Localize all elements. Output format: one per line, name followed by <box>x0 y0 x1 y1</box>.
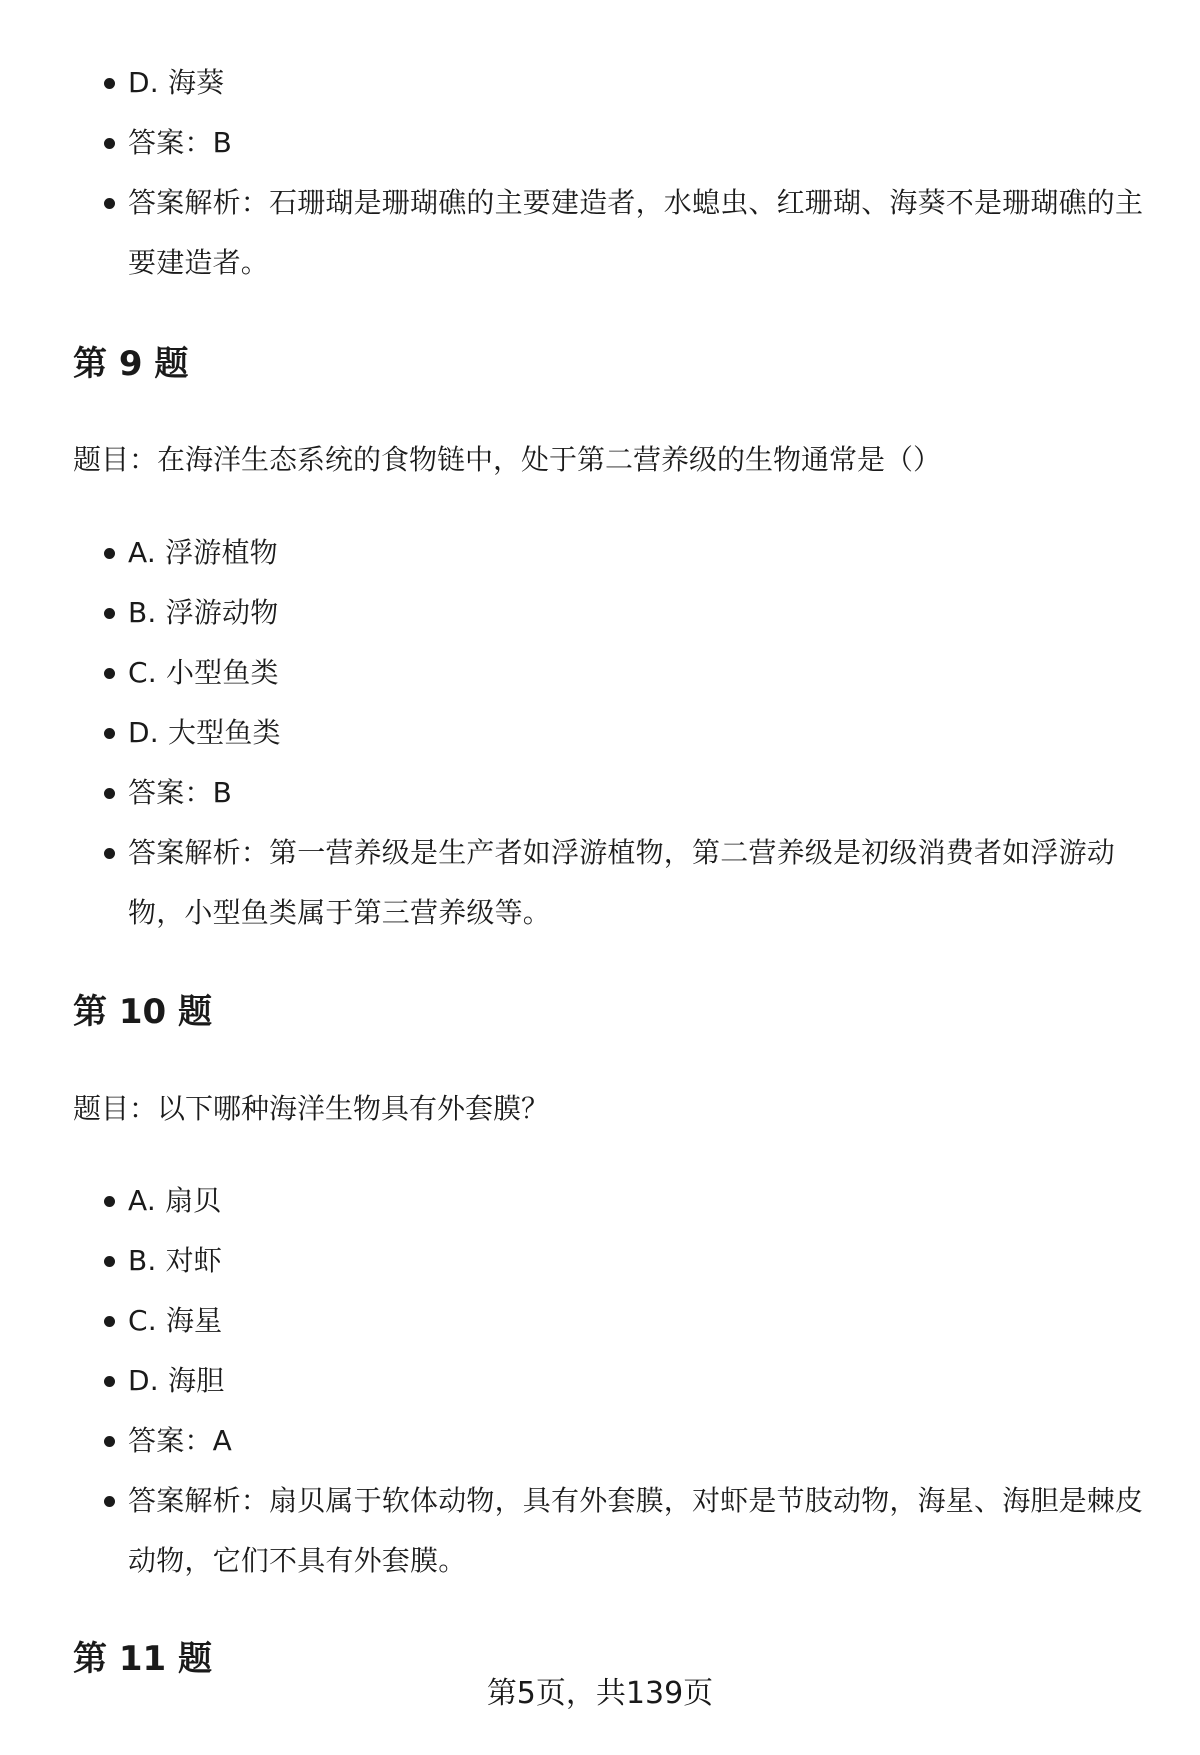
bullet-icon <box>104 728 115 739</box>
bullet-icon <box>104 548 115 559</box>
list-item <box>128 583 1148 643</box>
list-item <box>128 1411 1148 1471</box>
question-heading-11: 第 11 题 <box>73 1639 212 1679</box>
option-a: A. 浮游植物 <box>128 536 278 569</box>
bullet-icon <box>104 138 115 149</box>
option-d: D. 海葵 <box>128 66 225 99</box>
answer-explanation: 答案解析：石珊瑚是珊瑚礁的主要建造者，水螅虫、红珊瑚、海葵不是珊瑚礁的主要建造者。 <box>128 186 1144 279</box>
bullet-icon <box>104 608 115 619</box>
option-b: B. 浮游动物 <box>128 596 279 629</box>
page-number: 第5页，共139页 <box>486 1676 714 1711</box>
list-item <box>128 53 1148 113</box>
list-item <box>128 1471 1148 1591</box>
bullet-icon <box>104 788 115 799</box>
list-item <box>128 703 1148 763</box>
bullet-icon <box>104 1196 115 1207</box>
bullet-icon <box>104 198 115 209</box>
list-item <box>128 113 1148 173</box>
list-item <box>128 1291 1148 1351</box>
option-b: B. 对虾 <box>128 1244 223 1277</box>
answer: 答案：B <box>128 126 233 159</box>
bullet-icon <box>104 78 115 89</box>
question-text-9: 题目：在海洋生态系统的食物链中，处于第二营养级的生物通常是（） <box>73 443 942 476</box>
answer-explanation: 答案解析：第一营养级是生产者如浮游植物，第二营养级是初级消费者如浮游动物，小型鱼类属于第三营养级等。 <box>128 836 1116 929</box>
bullet-icon <box>104 1376 115 1387</box>
answer-explanation: 答案解析：扇贝属于软体动物，具有外套膜，对虾是节肢动物，海星、海胆是棘皮动物，它们不具有外套膜。 <box>128 1484 1144 1577</box>
bullet-icon <box>104 1436 115 1447</box>
option-a: A. 扇贝 <box>128 1184 222 1217</box>
list-item <box>128 1171 1148 1231</box>
option-d: D. 海胆 <box>128 1364 225 1397</box>
question-heading-9: 第 9 题 <box>73 344 189 384</box>
question-text-10: 题目：以下哪种海洋生物具有外套膜？ <box>73 1092 550 1125</box>
answer: 答案：A <box>128 1424 232 1457</box>
bullet-icon <box>104 848 115 859</box>
bullet-icon <box>104 668 115 679</box>
list-item <box>128 523 1148 583</box>
list-item <box>128 763 1148 823</box>
question-heading-10: 第 10 题 <box>73 992 212 1032</box>
answer: 答案：B <box>128 776 233 809</box>
list-item <box>128 173 1148 293</box>
list-item <box>128 643 1148 703</box>
list-item <box>128 1231 1148 1291</box>
option-c: C. 海星 <box>128 1304 223 1337</box>
bullet-icon <box>104 1496 115 1507</box>
bullet-icon <box>104 1316 115 1327</box>
bullet-icon <box>104 1256 115 1267</box>
list-item <box>128 1351 1148 1411</box>
option-d: D. 大型鱼类 <box>128 716 281 749</box>
list-item <box>128 823 1148 943</box>
option-c: C. 小型鱼类 <box>128 656 279 689</box>
